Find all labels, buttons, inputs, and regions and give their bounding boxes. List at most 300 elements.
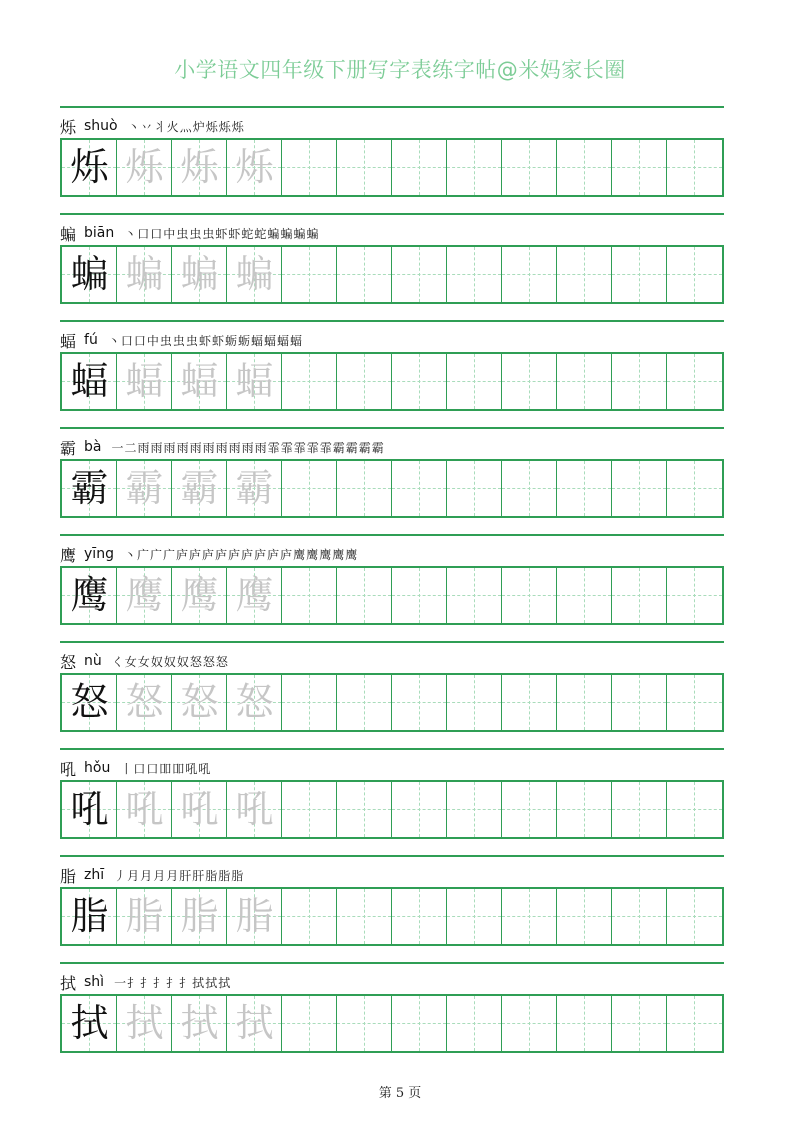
stroke-step: 女: [137, 654, 150, 669]
blank-writing-cell[interactable]: [612, 461, 667, 516]
stroke-step: 二: [124, 440, 137, 455]
blank-writing-cell[interactable]: [392, 996, 447, 1051]
blank-writing-cell[interactable]: [392, 889, 447, 944]
trace-cell: [172, 568, 227, 623]
blank-writing-cell[interactable]: [337, 140, 392, 195]
blank-writing-cell[interactable]: [337, 247, 392, 302]
guide-line-vertical: [419, 568, 420, 623]
model-character: 脂: [70, 894, 109, 938]
writing-grid: [60, 994, 724, 1053]
guide-line-vertical: [584, 996, 585, 1051]
stroke-step: 鹰: [345, 547, 358, 562]
practice-row: [60, 534, 724, 634]
guide-line-vertical: [584, 354, 585, 409]
blank-writing-cell[interactable]: [447, 247, 502, 302]
stroke-order: [124, 225, 318, 242]
stroke-step: 霏: [319, 440, 332, 455]
stroke-step: 火: [166, 119, 179, 134]
stroke-order: [108, 332, 302, 349]
row-info: [60, 116, 244, 136]
stroke-step: 拭: [192, 975, 205, 990]
trace-character: 吼: [125, 787, 164, 831]
guide-line-vertical: [694, 889, 695, 944]
row-divider: [60, 427, 724, 429]
row-pinyin: bà: [84, 439, 102, 455]
blank-writing-cell[interactable]: [667, 247, 722, 302]
model-character: 蝠: [70, 359, 109, 403]
blank-writing-cell[interactable]: [502, 782, 557, 837]
guide-line-vertical: [364, 354, 365, 409]
practice-row: [60, 641, 724, 741]
trace-character: 吼: [180, 787, 219, 831]
stroke-step: 庐: [202, 547, 215, 562]
blank-writing-cell[interactable]: [612, 140, 667, 195]
stroke-step: 吅: [172, 761, 185, 776]
stroke-step: 霸: [358, 440, 371, 455]
blank-writing-cell[interactable]: [392, 140, 447, 195]
practice-row: [60, 213, 724, 313]
practice-row: [60, 962, 724, 1062]
stroke-step: 怒: [189, 654, 202, 669]
blank-writing-cell[interactable]: [557, 996, 612, 1051]
model-cell: [62, 354, 117, 409]
stroke-step: 月: [153, 868, 166, 883]
stroke-step: 扌: [127, 975, 140, 990]
blank-writing-cell[interactable]: [612, 675, 667, 730]
blank-writing-cell[interactable]: [392, 675, 447, 730]
model-character: 鹰: [70, 573, 109, 617]
stroke-step: 月: [166, 868, 179, 883]
guide-line-vertical: [529, 996, 530, 1051]
blank-writing-cell[interactable]: [667, 568, 722, 623]
trace-cell: [117, 782, 172, 837]
stroke-step: 吼: [185, 761, 198, 776]
stroke-step: 虾: [228, 226, 241, 241]
blank-writing-cell[interactable]: [667, 889, 722, 944]
stroke-step: 扌: [140, 975, 153, 990]
row-divider: [60, 320, 724, 322]
stroke-step: 蝠: [277, 333, 290, 348]
stroke-step: 中: [163, 226, 176, 241]
guide-line-vertical: [309, 140, 310, 195]
stroke-step: 庐: [254, 547, 267, 562]
blank-writing-cell[interactable]: [667, 782, 722, 837]
stroke-step: 鹰: [306, 547, 319, 562]
guide-line-vertical: [474, 675, 475, 730]
guide-line-vertical: [639, 675, 640, 730]
guide-line-vertical: [694, 461, 695, 516]
trace-character: 蝙: [235, 252, 274, 296]
stroke-step: 口: [137, 226, 150, 241]
stroke-step: 口: [146, 761, 159, 776]
blank-writing-cell[interactable]: [502, 354, 557, 409]
trace-character: 霸: [235, 466, 274, 510]
writing-grid: [60, 245, 724, 304]
trace-cell: [227, 568, 282, 623]
trace-cell: [117, 354, 172, 409]
stroke-step: 月: [140, 868, 153, 883]
blank-writing-cell[interactable]: [337, 889, 392, 944]
stroke-step: 鹰: [332, 547, 345, 562]
stroke-step: 雨: [202, 440, 215, 455]
blank-writing-cell[interactable]: [557, 247, 612, 302]
guide-line-vertical: [309, 247, 310, 302]
blank-writing-cell[interactable]: [612, 354, 667, 409]
stroke-step: 丨: [120, 761, 133, 776]
trace-character: 怒: [125, 680, 164, 724]
guide-line-vertical: [694, 140, 695, 195]
stroke-step: 丿: [114, 868, 127, 883]
stroke-step: 扌: [153, 975, 166, 990]
stroke-step: 蝠: [251, 333, 264, 348]
row-character-label: 霸: [60, 438, 77, 458]
blank-writing-cell[interactable]: [557, 782, 612, 837]
blank-writing-cell[interactable]: [282, 354, 337, 409]
guide-line-vertical: [639, 140, 640, 195]
stroke-step: 虫: [185, 333, 198, 348]
trace-character: 拭: [180, 1001, 219, 1045]
stroke-step: 口: [150, 226, 163, 241]
trace-cell: [227, 782, 282, 837]
stroke-step: 烁: [218, 119, 231, 134]
stroke-step: 蝙: [306, 226, 319, 241]
stroke-step: 烁: [205, 119, 218, 134]
trace-character: 拭: [125, 1001, 164, 1045]
blank-writing-cell[interactable]: [557, 140, 612, 195]
stroke-step: 虫: [159, 333, 172, 348]
trace-cell: [117, 996, 172, 1051]
blank-writing-cell[interactable]: [557, 354, 612, 409]
row-character-label: 拭: [60, 973, 77, 993]
guide-line-vertical: [364, 782, 365, 837]
row-pinyin: nù: [84, 653, 102, 669]
guide-line-vertical: [584, 675, 585, 730]
blank-writing-cell[interactable]: [447, 354, 502, 409]
guide-line-vertical: [584, 247, 585, 302]
blank-writing-cell[interactable]: [612, 996, 667, 1051]
blank-writing-cell[interactable]: [612, 247, 667, 302]
stroke-step: 霸: [371, 440, 384, 455]
row-pinyin: shì: [84, 974, 105, 990]
blank-writing-cell[interactable]: [282, 461, 337, 516]
stroke-step: 雨: [150, 440, 163, 455]
row-divider: [60, 106, 724, 108]
trace-character: 鹰: [235, 573, 274, 617]
stroke-step: 蝙: [267, 226, 280, 241]
stroke-step: 雨: [228, 440, 241, 455]
model-character: 霸: [70, 466, 109, 510]
stroke-step: 雨: [215, 440, 228, 455]
guide-line-vertical: [309, 461, 310, 516]
row-info: [60, 651, 228, 671]
writing-grid: [60, 566, 724, 625]
trace-cell: [172, 461, 227, 516]
stroke-order: [128, 118, 244, 135]
stroke-step: 雨: [241, 440, 254, 455]
stroke-step: 霏: [267, 440, 280, 455]
guide-line-vertical: [309, 675, 310, 730]
stroke-step: 庐: [241, 547, 254, 562]
trace-cell: [117, 675, 172, 730]
guide-line-vertical: [474, 354, 475, 409]
guide-line-vertical: [694, 782, 695, 837]
row-character-label: 烁: [60, 117, 77, 137]
guide-line-vertical: [419, 247, 420, 302]
guide-line-vertical: [474, 996, 475, 1051]
row-divider: [60, 748, 724, 750]
guide-line-vertical: [364, 889, 365, 944]
blank-writing-cell[interactable]: [337, 568, 392, 623]
row-pinyin: yīng: [84, 546, 114, 562]
writing-grid: [60, 352, 724, 411]
blank-writing-cell[interactable]: [392, 354, 447, 409]
model-cell: [62, 140, 117, 195]
blank-writing-cell[interactable]: [502, 461, 557, 516]
trace-cell: [227, 996, 282, 1051]
trace-character: 烁: [125, 145, 164, 189]
writing-grid: [60, 887, 724, 946]
model-cell: [62, 782, 117, 837]
blank-writing-cell[interactable]: [612, 568, 667, 623]
stroke-step: 蝙: [293, 226, 306, 241]
stroke-step: 鹰: [293, 547, 306, 562]
blank-writing-cell[interactable]: [447, 461, 502, 516]
stroke-step: 霏: [293, 440, 306, 455]
stroke-step: 虫: [202, 226, 215, 241]
page-number: 第 5 页: [378, 1086, 422, 1101]
stroke-step: 雨: [189, 440, 202, 455]
trace-cell: [117, 568, 172, 623]
guide-line-vertical: [419, 461, 420, 516]
stroke-step: 口: [133, 761, 146, 776]
stroke-step: 扌: [179, 975, 192, 990]
trace-character: 蝙: [125, 252, 164, 296]
blank-writing-cell[interactable]: [337, 675, 392, 730]
guide-line-vertical: [419, 140, 420, 195]
stroke-step: 奴: [150, 654, 163, 669]
guide-line-vertical: [694, 354, 695, 409]
model-cell: [62, 461, 117, 516]
blank-writing-cell[interactable]: [502, 140, 557, 195]
guide-line-vertical: [639, 461, 640, 516]
practice-row: [60, 320, 724, 420]
stroke-step: 一: [111, 440, 124, 455]
stroke-step: 怒: [202, 654, 215, 669]
trace-character: 鹰: [180, 573, 219, 617]
stroke-step: 拭: [218, 975, 231, 990]
stroke-step: 广: [149, 547, 162, 562]
stroke-step: 虾: [215, 226, 228, 241]
blank-writing-cell[interactable]: [502, 889, 557, 944]
model-cell: [62, 675, 117, 730]
guide-line-vertical: [474, 247, 475, 302]
stroke-step: 肝: [179, 868, 192, 883]
guide-line-vertical: [419, 889, 420, 944]
blank-writing-cell[interactable]: [282, 889, 337, 944]
blank-writing-cell[interactable]: [392, 568, 447, 623]
stroke-step: 蝙: [280, 226, 293, 241]
practice-row: [60, 427, 724, 527]
blank-writing-cell[interactable]: [667, 461, 722, 516]
stroke-step: 霏: [280, 440, 293, 455]
blank-writing-cell[interactable]: [557, 568, 612, 623]
stroke-step: 奴: [176, 654, 189, 669]
guide-line-vertical: [309, 996, 310, 1051]
blank-writing-cell[interactable]: [667, 140, 722, 195]
trace-character: 蝠: [180, 359, 219, 403]
blank-writing-cell[interactable]: [557, 675, 612, 730]
stroke-step: 丶: [123, 547, 136, 562]
writing-grid: [60, 780, 724, 839]
stroke-step: 蛇: [241, 226, 254, 241]
blank-writing-cell[interactable]: [502, 568, 557, 623]
blank-writing-cell[interactable]: [502, 675, 557, 730]
stroke-step: 蛇: [254, 226, 267, 241]
guide-line-vertical: [529, 140, 530, 195]
guide-line-vertical: [639, 568, 640, 623]
stroke-step: 月: [127, 868, 140, 883]
stroke-step: 庐: [280, 547, 293, 562]
row-info: [60, 972, 230, 992]
blank-writing-cell[interactable]: [392, 461, 447, 516]
trace-character: 蝙: [180, 252, 219, 296]
blank-writing-cell[interactable]: [667, 354, 722, 409]
blank-writing-cell[interactable]: [502, 247, 557, 302]
guide-line-vertical: [584, 461, 585, 516]
guide-line-vertical: [639, 354, 640, 409]
blank-writing-cell[interactable]: [447, 675, 502, 730]
row-pinyin: hǒu: [84, 760, 111, 776]
blank-writing-cell[interactable]: [337, 996, 392, 1051]
guide-line-vertical: [639, 782, 640, 837]
stroke-step: 丶: [127, 119, 140, 134]
blank-writing-cell[interactable]: [667, 996, 722, 1051]
guide-line-vertical: [529, 354, 530, 409]
guide-line-vertical: [364, 675, 365, 730]
blank-writing-cell[interactable]: [667, 675, 722, 730]
blank-writing-cell[interactable]: [557, 889, 612, 944]
guide-line-vertical: [309, 354, 310, 409]
row-info: [60, 758, 210, 778]
row-info: [60, 865, 243, 885]
guide-line-vertical: [529, 568, 530, 623]
model-character: 吼: [70, 787, 109, 831]
blank-writing-cell[interactable]: [447, 782, 502, 837]
blank-writing-cell[interactable]: [447, 996, 502, 1051]
stroke-order: [124, 546, 357, 563]
practice-row: [60, 748, 724, 848]
guide-line-vertical: [584, 889, 585, 944]
stroke-step: 怒: [215, 654, 228, 669]
guide-line-vertical: [309, 782, 310, 837]
stroke-step: 脂: [231, 868, 244, 883]
trace-cell: [117, 889, 172, 944]
stroke-step: 丶: [107, 333, 120, 348]
guide-line-vertical: [419, 354, 420, 409]
stroke-step: 中: [146, 333, 159, 348]
guide-line-vertical: [309, 889, 310, 944]
trace-cell: [172, 247, 227, 302]
blank-writing-cell[interactable]: [447, 568, 502, 623]
blank-writing-cell[interactable]: [282, 996, 337, 1051]
blank-writing-cell[interactable]: [282, 568, 337, 623]
row-info: [60, 330, 302, 350]
blank-writing-cell[interactable]: [337, 354, 392, 409]
page-title: 小学语文四年级下册写字表练字帖@米妈家长圈: [174, 58, 626, 82]
row-divider: [60, 855, 724, 857]
stroke-step: 蛎: [224, 333, 237, 348]
row-character-label: 吼: [60, 759, 77, 779]
guide-line-vertical: [694, 675, 695, 730]
trace-character: 脂: [180, 894, 219, 938]
trace-cell: [172, 889, 227, 944]
blank-writing-cell[interactable]: [337, 782, 392, 837]
stroke-step: 霸: [345, 440, 358, 455]
row-divider: [60, 641, 724, 643]
trace-character: 怒: [235, 680, 274, 724]
row-character-label: 蝙: [60, 224, 77, 244]
blank-writing-cell[interactable]: [447, 140, 502, 195]
blank-writing-cell[interactable]: [392, 247, 447, 302]
trace-character: 脂: [125, 894, 164, 938]
blank-writing-cell[interactable]: [612, 889, 667, 944]
guide-line-vertical: [529, 247, 530, 302]
stroke-step: 蝠: [264, 333, 277, 348]
blank-writing-cell[interactable]: [282, 675, 337, 730]
guide-line-vertical: [584, 568, 585, 623]
stroke-step: 烁: [231, 119, 244, 134]
blank-writing-cell[interactable]: [392, 782, 447, 837]
row-character-label: 怒: [60, 652, 77, 672]
guide-line-vertical: [419, 782, 420, 837]
stroke-step: 虫: [172, 333, 185, 348]
trace-character: 霸: [180, 466, 219, 510]
model-character: 蝙: [70, 252, 109, 296]
row-info: [60, 437, 384, 457]
blank-writing-cell[interactable]: [557, 461, 612, 516]
guide-line-vertical: [474, 140, 475, 195]
blank-writing-cell[interactable]: [337, 461, 392, 516]
stroke-step: 灬: [179, 119, 192, 134]
writing-grid: [60, 138, 724, 197]
model-cell: [62, 568, 117, 623]
model-character: 拭: [70, 1001, 109, 1045]
row-character-label: 鹰: [60, 545, 77, 565]
blank-writing-cell[interactable]: [502, 996, 557, 1051]
guide-line-vertical: [584, 140, 585, 195]
guide-line-vertical: [639, 889, 640, 944]
stroke-order: [112, 653, 228, 670]
stroke-step: 庐: [267, 547, 280, 562]
stroke-step: 蝠: [290, 333, 303, 348]
blank-writing-cell[interactable]: [447, 889, 502, 944]
trace-character: 吼: [235, 787, 274, 831]
practice-row: [60, 855, 724, 955]
model-cell: [62, 247, 117, 302]
blank-writing-cell[interactable]: [282, 140, 337, 195]
guide-line-vertical: [364, 461, 365, 516]
guide-line-vertical: [309, 568, 310, 623]
blank-writing-cell[interactable]: [282, 782, 337, 837]
stroke-step: 鹰: [319, 547, 332, 562]
guide-line-vertical: [364, 568, 365, 623]
blank-writing-cell[interactable]: [612, 782, 667, 837]
trace-cell: [172, 782, 227, 837]
stroke-step: 虫: [189, 226, 202, 241]
stroke-step: 雨: [176, 440, 189, 455]
blank-writing-cell[interactable]: [282, 247, 337, 302]
model-character: 怒: [70, 680, 109, 724]
